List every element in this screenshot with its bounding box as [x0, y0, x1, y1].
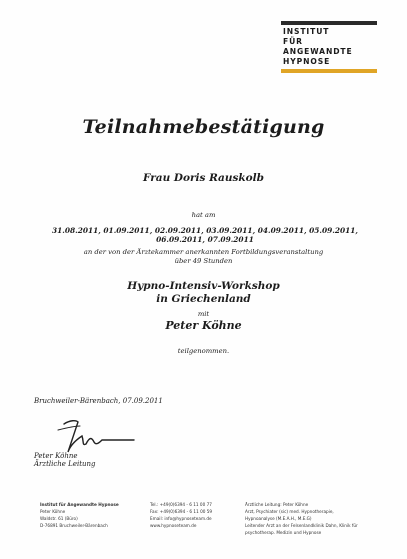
- logo-bottom-bar: [281, 69, 377, 73]
- workshop-title-line-1: Hypno-Intensiv-Workshop: [127, 280, 280, 292]
- participated-text: teilgenommen.: [177, 347, 230, 355]
- logo-line-3: ANGEWANDTE: [283, 47, 353, 56]
- recipient-name: Frau Doris Rauskolb: [142, 172, 265, 184]
- footer-contact-line: Tel.: +49(0)6394 - 6 11 00 77: [150, 502, 212, 507]
- footer-address: [40, 501, 119, 529]
- course-dates: 31.08.2011, 01.09.2011, 02.09.2011, 03.09.2011, 04.09.2011, 05.09.2011, 06.09.2011, 07.09.2011: [51, 226, 358, 244]
- footer-contact-line: www.hypnoseteam.de: [150, 523, 197, 528]
- footer-contact-line: Email: info@hypnoseteam.de: [150, 516, 212, 521]
- signatory-name: Peter Köhne: [34, 452, 78, 460]
- workshop-title-line-2: in Griechenland: [156, 293, 251, 305]
- footer-medical-line: Leitender Arzt an der Felsenlandklinik Dahn, Klinik für: [245, 523, 358, 528]
- footer-medical-line: psychotherap. Medizin und Hypnose: [245, 530, 322, 535]
- footer-address-line: Institut für Angewandte Hypnose: [40, 502, 119, 507]
- footer-contact-line: Fax: +49(0)6394 - 6 11 00 59: [150, 509, 213, 514]
- place-date: Bruchweiler-Bärenbach, 07.09.2011: [34, 397, 163, 405]
- logo-line-2: FÜR: [283, 37, 303, 46]
- logo-top-bar: [281, 21, 377, 25]
- footer-medical-lead: [245, 501, 358, 536]
- signature-image: [56, 416, 138, 456]
- hat-am-text: hat am: [191, 211, 216, 219]
- logo-line-4: HYPNOSE: [283, 57, 331, 66]
- recognition-text: an der von der Ärztekammer anerkannten Fortbildungsveranstaltung: [83, 248, 324, 256]
- certificate-title: Teilnahmebestätigung: [82, 116, 325, 138]
- hours-text: über 49 Stunden: [174, 257, 233, 265]
- institute-logo: [281, 21, 377, 73]
- signatory-role: Ärztliche Leitung: [34, 460, 96, 468]
- footer-medical-line: Arzt, Psychiater (sic) med. Hypnotherapie,: [245, 509, 334, 514]
- workshop-title: [0, 280, 407, 306]
- footer-medical-line: Ärztliche Leitung: Peter Köhne: [245, 502, 309, 507]
- mit-text: mit: [197, 310, 210, 318]
- footer-medical-line: Hypnoanalyse (M.E.A.H., M.E.G): [245, 516, 312, 521]
- logo-line-1: INSTITUT: [283, 27, 330, 36]
- footer-address-line: Waldstr. 61 (Büro): [40, 516, 78, 521]
- footer-address-line: Peter Köhne: [40, 509, 66, 514]
- footer-address-line: D-76891 Bruchweiler-Bärenbach: [40, 523, 108, 528]
- footer-contact: [150, 501, 212, 529]
- trainer-name: Peter Köhne: [165, 319, 242, 332]
